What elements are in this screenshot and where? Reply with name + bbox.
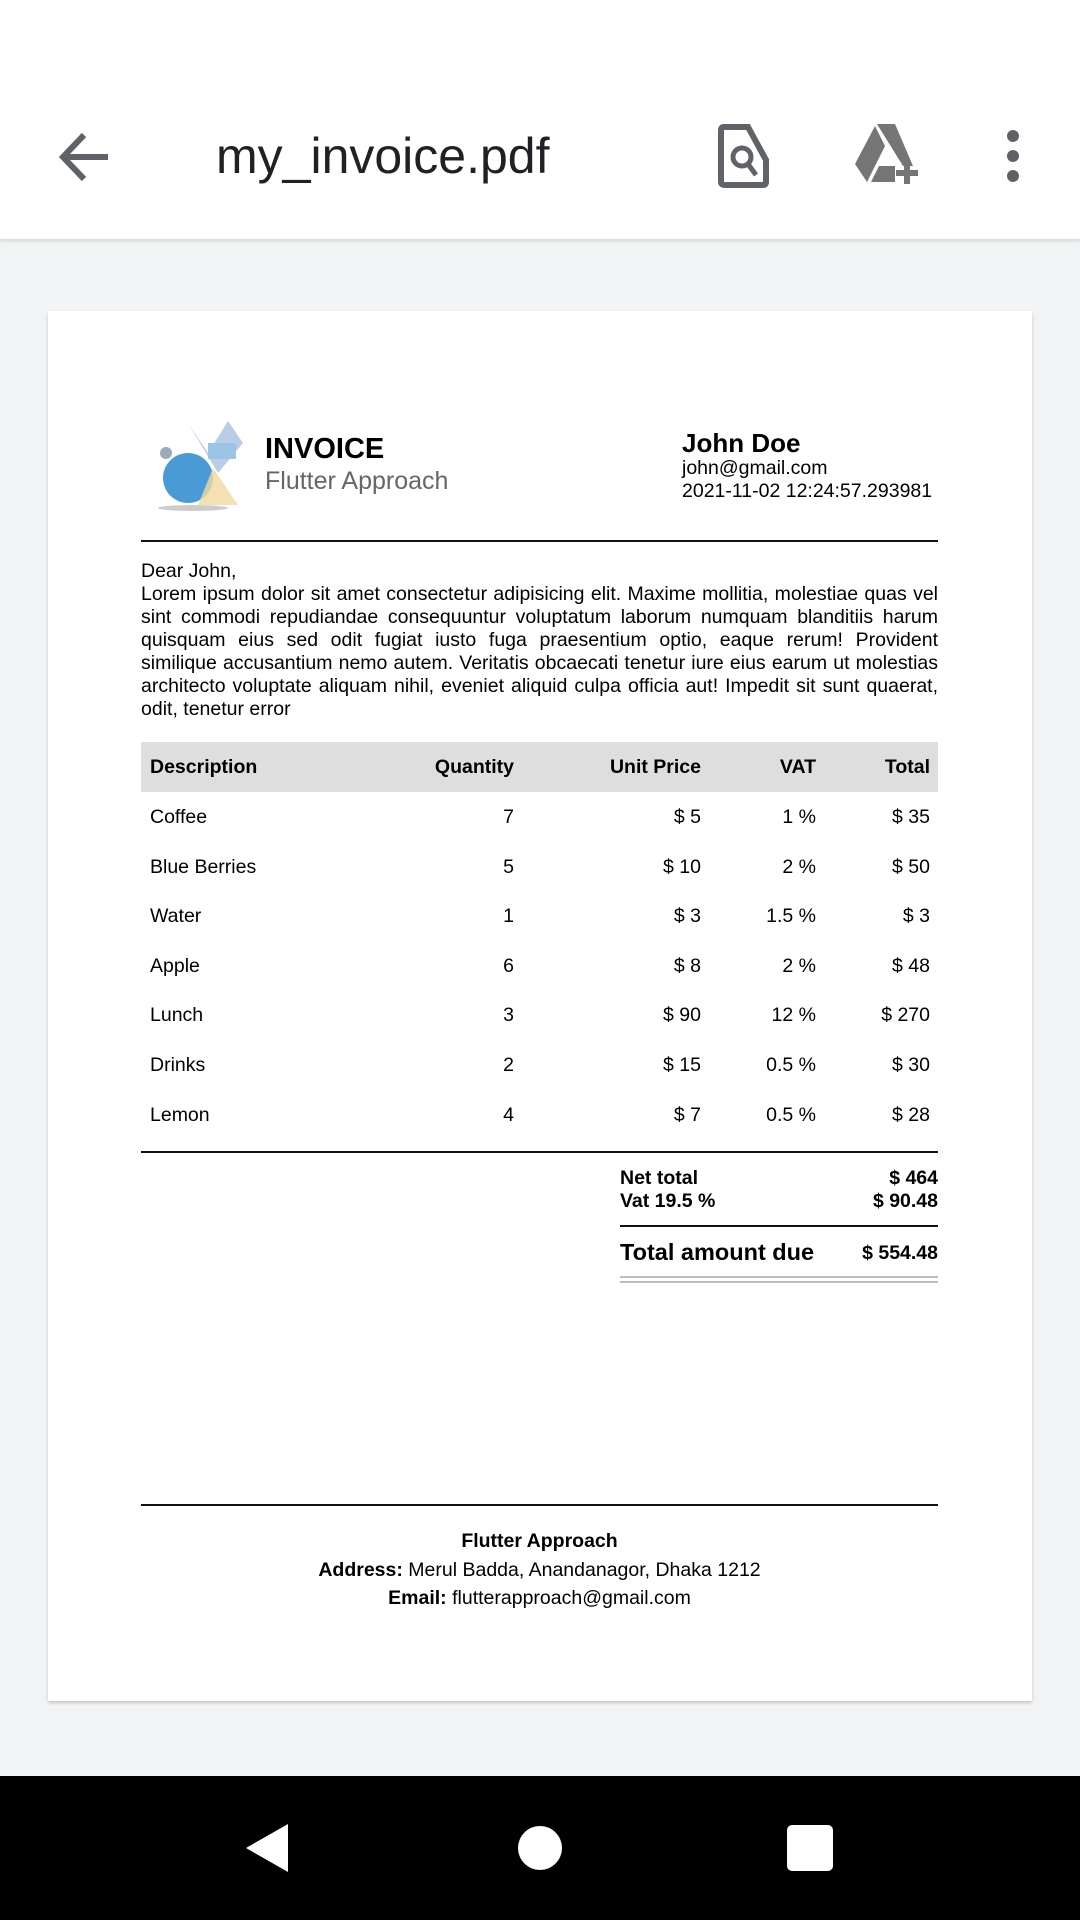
greeting: Dear John, [141, 560, 237, 582]
cell-unit-price: $ 15 [663, 1054, 701, 1076]
letter-body [141, 560, 938, 721]
cell-total: $ 3 [902, 905, 930, 928]
cell-vat: 12 % [771, 1004, 816, 1027]
col-vat: VAT [779, 756, 816, 778]
document-title: my_invoice.pdf [216, 128, 550, 184]
col-unit-price: Unit Price [609, 756, 701, 778]
table-divider [141, 1151, 938, 1153]
table-row [141, 842, 938, 892]
table-row [141, 1090, 938, 1140]
col-description: Description [150, 756, 258, 778]
nav-home-icon[interactable] [518, 1826, 562, 1875]
customer-name: John Doe [682, 428, 801, 458]
cell-quantity: 6 [503, 954, 514, 977]
add-to-drive-icon[interactable] [855, 124, 925, 189]
double-underline [620, 1276, 938, 1278]
cell-vat: 2 % [782, 954, 816, 977]
cell-quantity: 3 [503, 1004, 514, 1027]
net-total-label: Net total [620, 1167, 698, 1189]
table-row [141, 891, 938, 941]
email-label: Email: [388, 1587, 447, 1609]
cell-total: $ 50 [892, 855, 930, 878]
find-in-document-icon[interactable] [718, 124, 770, 193]
col-quantity: Quantity [434, 756, 514, 778]
cell-unit-price: $ 8 [673, 954, 701, 977]
nav-back-icon[interactable] [244, 1822, 290, 1879]
header-divider [141, 540, 938, 542]
cell-description: Water [150, 905, 202, 928]
customer-email: john@gmail.com [682, 457, 828, 479]
vat-value: $ 90.48 [872, 1190, 938, 1212]
cell-description: Coffee [150, 806, 208, 828]
col-total: Total [884, 756, 930, 778]
app-bar [0, 0, 1080, 240]
cell-description: Apple [150, 954, 200, 977]
cell-total: $ 30 [892, 1054, 930, 1076]
cell-vat: 1 % [782, 806, 816, 828]
address-label: Address: [318, 1558, 403, 1581]
cell-total: $ 48 [892, 954, 930, 977]
footer-company: Flutter Approach [461, 1530, 618, 1552]
cell-unit-price: $ 10 [663, 855, 701, 878]
more-vert-icon[interactable] [1004, 130, 1022, 187]
total-due-value: $ 554.48 [862, 1242, 938, 1264]
totals-divider [620, 1225, 938, 1227]
cell-quantity: 5 [503, 855, 514, 878]
net-total-value: $ 464 [889, 1167, 938, 1189]
nav-recents-icon[interactable] [787, 1825, 833, 1876]
table-header [141, 742, 938, 792]
navigation-bar [0, 1776, 1080, 1920]
cell-vat: 0.5 % [766, 1054, 816, 1076]
body-text: Lorem ipsum dolor sit amet consectetur adipisicing elit. Maxime mollitia, molestiae quas vel sint commodi repudiandae consequuntur voluptatum laborum numquam blanditiis harum quisquam eius sed odit fugiat iusto fuga praesentium optio, eaque rerum! Provident similique accusantium nemo autem. Veritatis obcaecati tenetur iure eius earum ut molestias architecto voluptate aliquam nihil, eveniet aliquid culpa officia aut! Impedit sit sunt quaerat, odit, tenetur error [141, 583, 938, 720]
cell-unit-price: $ 3 [673, 905, 701, 928]
total-due-label: Total amount due [620, 1239, 815, 1265]
cell-quantity: 7 [503, 806, 514, 828]
company-logo [148, 413, 264, 518]
cell-description: Drinks [150, 1054, 206, 1076]
cell-description: Lunch [150, 1004, 204, 1027]
table-row [141, 792, 938, 842]
table-row [141, 1040, 938, 1090]
cell-total: $ 270 [881, 1004, 930, 1027]
footer-divider [141, 1504, 938, 1506]
cell-quantity: 2 [503, 1054, 514, 1076]
table-row [141, 941, 938, 991]
footer-email: flutterapproach@gmail.com [446, 1587, 691, 1609]
cell-description: Blue Berries [150, 855, 257, 878]
cell-total: $ 35 [892, 806, 930, 828]
cell-unit-price: $ 5 [673, 806, 701, 828]
cell-vat: 0.5 % [766, 1103, 816, 1126]
footer [141, 1527, 938, 1613]
cell-vat: 2 % [782, 855, 816, 878]
cell-total: $ 28 [892, 1103, 930, 1126]
back-arrow-icon[interactable] [58, 132, 112, 187]
cell-quantity: 4 [503, 1103, 514, 1126]
double-underline-2 [620, 1281, 938, 1283]
cell-unit-price: $ 90 [663, 1004, 701, 1027]
cell-quantity: 1 [503, 905, 514, 928]
cell-description: Lemon [150, 1103, 210, 1126]
address: Merul Badda, Anandanagor, Dhaka 1212 [402, 1558, 761, 1581]
cell-vat: 1.5 % [766, 905, 816, 928]
table-row [141, 990, 938, 1040]
cell-unit-price: $ 7 [673, 1103, 701, 1126]
invoice-heading: INVOICE [265, 433, 385, 465]
vat-label: Vat 19.5 % [620, 1190, 716, 1212]
company-name: Flutter Approach [265, 467, 449, 495]
invoice-date: 2021-11-02 12:24:57.293981 [682, 480, 933, 502]
